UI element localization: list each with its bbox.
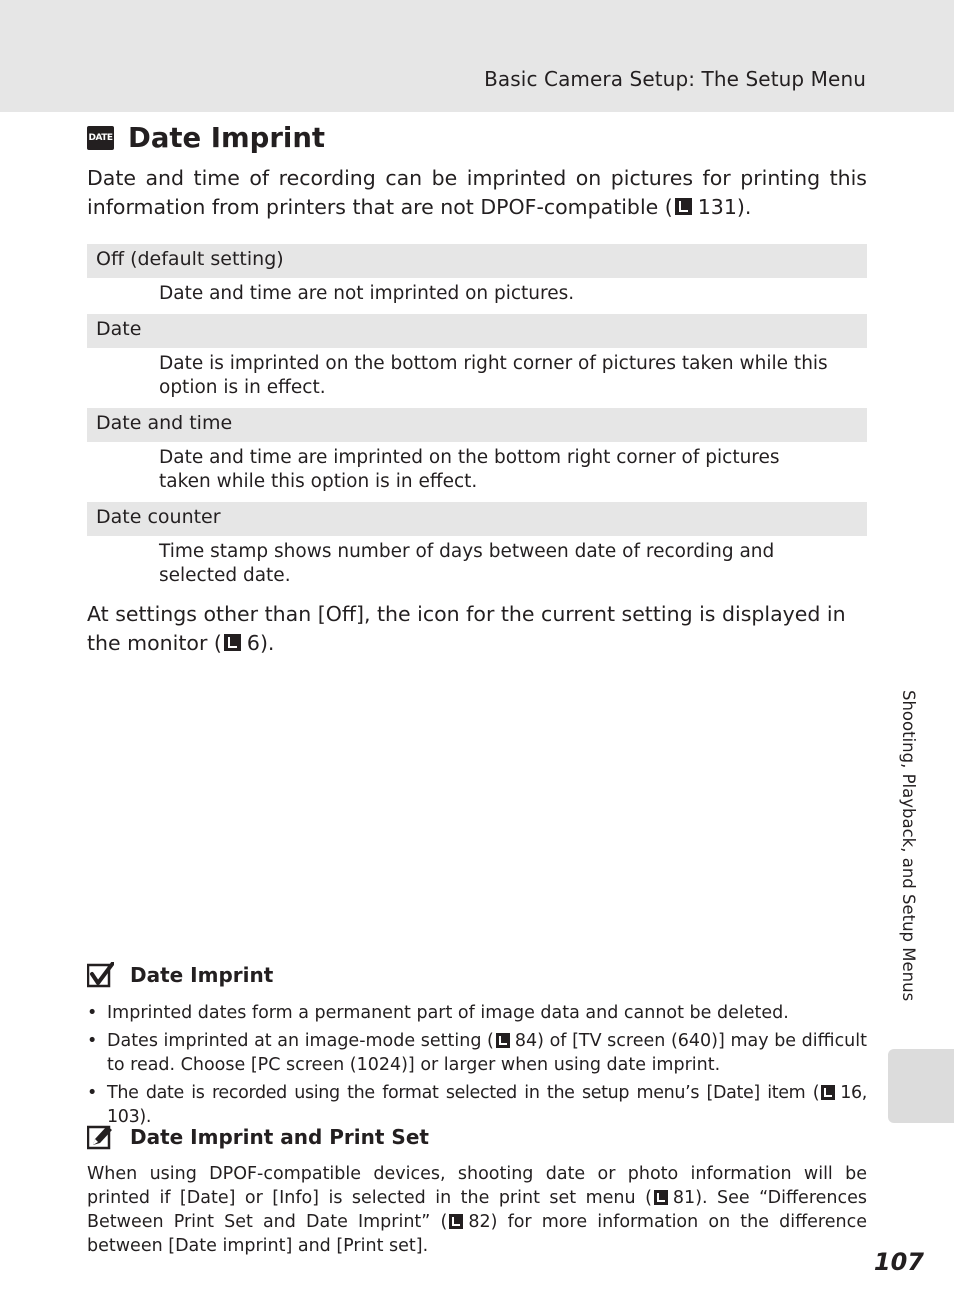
date-imprint-icon: DATE [87,126,114,150]
option-desc-off: Date and time are not imprinted on pictures. [159,283,575,304]
page-reference-icon [224,634,241,651]
note-date-imprint-bullets [87,1001,867,1133]
side-section-label-text: Shooting, Playback, and Setup Menus [899,690,918,1002]
bullet-item [87,1081,867,1129]
option-label-date-and-time: Date and time [87,408,867,442]
side-tab [888,1049,954,1123]
intro-text: Date and time of recording can be imprinted on pictures for printing this information from printers that are not DPOF-compatible ( [87,166,867,219]
page-reference-icon [654,1190,668,1205]
page-number: 107 [873,1248,924,1276]
bullet-page-ref: 16, 103 [107,1083,867,1127]
bullet-text: Imprinted dates form a permanent part of image data and cannot be deleted. [107,1003,789,1023]
note-body-text: ). See “Differences Between Print Set and Date Imprint” ( [87,1188,867,1232]
intro-text-end: ). [736,195,752,219]
note-print-set-title [87,1124,867,1150]
option-label-off: Off (default setting) [87,244,867,278]
note-print-set-body [87,1162,867,1258]
page-reference-icon [675,198,692,215]
note-body-text: When using DPOF-compatible devices, shooting date or photo information will be printed if [Date] or [Info] is selected in the print set menu ( [87,1164,867,1208]
page-reference-icon [821,1085,835,1100]
after-paragraph [87,600,867,658]
option-desc-date: Date is imprinted on the bottom right corner of pictures taken while this option is in effect. [159,353,828,398]
bullet-page-ref: 84 [514,1031,538,1051]
option-desc-date-and-time: Date and time are imprinted on the bottom right corner of pictures taken while this option is in effect. [159,447,780,492]
option-label-date: Date [87,314,867,348]
note-page-ref: 82 [468,1212,491,1232]
check-icon [87,962,114,988]
bullet-text-end: ) of [TV screen (640)] may be difficult to read. Choose [PC screen (1024)] or larger when using date imprint. [107,1031,868,1075]
bullet-text: The date is recorded using the format selected in the setup menu’s [Date] item ( [107,1083,820,1103]
option-label-date-counter: Date counter [87,502,867,536]
note-page-ref: 81 [672,1188,696,1208]
option-desc-date-counter: Time stamp shows number of days between date of recording and selected date. [159,541,775,586]
bullet-item [87,1029,867,1077]
page-reference-icon [496,1033,510,1048]
page-reference-icon [449,1214,463,1229]
header-band [0,0,954,112]
bullet-text: Dates imprinted at an image-mode setting ( [107,1031,494,1051]
bullet-text-end: ). [139,1107,152,1127]
side-section-label [896,690,920,1040]
pencil-icon [87,1124,114,1150]
option-table [87,244,867,596]
intro-page-ref: 131 [697,195,737,219]
after-text: At settings other than [Off], the icon for the current setting is displayed in the monitor ( [87,602,846,655]
note-print-set-title-text: Date Imprint and Print Set [130,1125,429,1149]
note-body-text: ) for more information on the difference between [Date imprint] and [Print set]. [87,1212,867,1256]
after-text-end: ). [259,631,275,655]
section-title [87,122,867,154]
after-page-ref: 6 [246,631,260,655]
bullet-item [87,1001,867,1025]
header-title: Basic Camera Setup: The Setup Menu [484,67,866,91]
section-title-text: Date Imprint [128,122,326,154]
note-date-imprint-title-text: Date Imprint [130,963,274,987]
note-date-imprint-title [87,962,867,988]
intro-paragraph [87,164,867,222]
